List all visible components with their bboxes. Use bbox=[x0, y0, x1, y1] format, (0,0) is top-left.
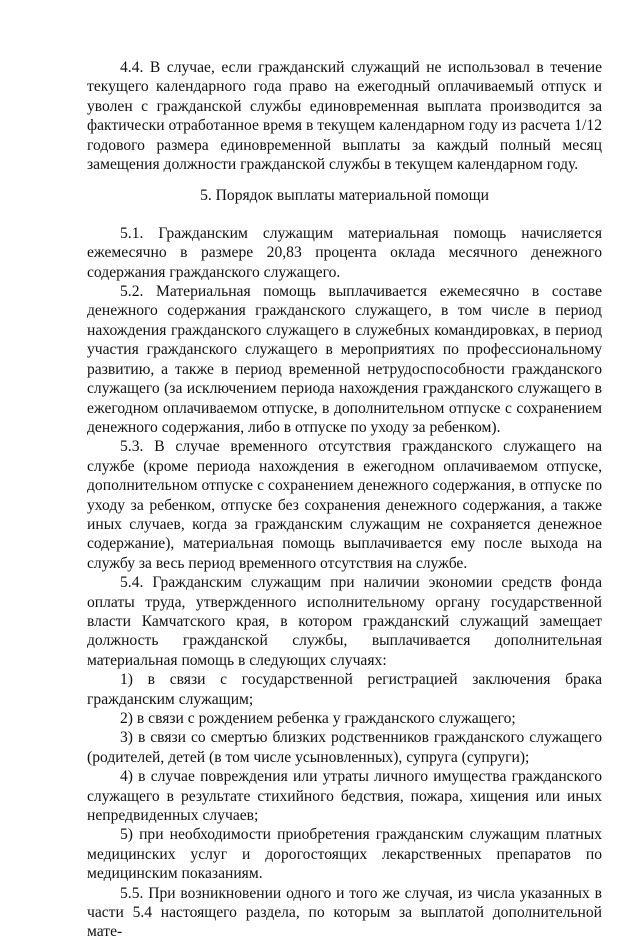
paragraph-5-5: 5.5. При возникновении одного и того же случая, из числа указанных в части 5.4 настоящего раздела, по которым за выплатой дополнительной мате- bbox=[87, 884, 602, 941]
list-item-5: 5) при необходимости приобретения гражданским служащим платных медицинских услуг и дорогостоящих лекарственных препаратов по медицинским показаниям. bbox=[87, 826, 602, 883]
section-heading: 5. Порядок выплаты материальной помощи bbox=[200, 187, 489, 205]
paragraph-5-2: 5.2. Материальная помощь выплачивается ежемесячно в составе денежного содержания гражданского служащего, в том числе в период нахождения гражданского служащего в служебных командировках, в период участия гражданского служащего в мероприятиях по профессиональному развитию, а также в период временной нетрудоспособности гражданского служащего (за исключением периода нахождения гражданского служащего в ежегодном оплачиваемом отпуске, в дополнительном отпуске с сохранением денежного содержания, либо в отпуске по уходу за ребенком). bbox=[87, 283, 602, 436]
list-item-1: 1) в связи с государственной регистрацией заключения брака гражданским служащим; bbox=[87, 671, 602, 708]
list-item-3: 3) в связи со смертью близких родственников гражданского служащего (родителей, детей (в том числе усыновленных), супруга (супруги); bbox=[87, 729, 602, 766]
list-item-2: 2) в связи с рождением ребенка у гражданского служащего; bbox=[120, 710, 516, 727]
paragraph-4-4: 4.4. В случае, если гражданский служащий не использовал в течение текущего календарного года право на ежегодный оплачиваемый отпуск и уволен с гражданской службы единовременная выплата производится за фактически отработанное время в текущем календарном году из расчета 1/12 годового размера единовременной выплаты за каждый полный месяц замещения должности гражданской службы в текущем календарном году. bbox=[87, 59, 602, 174]
paragraph-5-1: 5.1. Гражданским служащим материальная помощь начисляется ежемесячно в размере 20,83 процента оклада месячного денежного содержания гражданского служащего. bbox=[87, 224, 602, 281]
list-item-4: 4) в случае повреждения или утраты личного имущества гражданского служащего в результате стихийного бедствия, пожара, хищения или иных непредвиденных случаев; bbox=[87, 768, 602, 825]
paragraph-5-4: 5.4. Гражданским служащим при наличии экономии средств фонда оплаты труда, утвержденного исполнительному органу государственной власти Камчатского края, в котором гражданский служащий замещает должность гражданской службы, выплачивается дополнительная материальная помощь в следующих случаях: bbox=[87, 574, 602, 669]
paragraph-5-3: 5.3. В случае временного отсутствия гражданского служащего на службе (кроме периода нахождения в ежегодном оплачиваемом отпуске, дополнительном отпуске с сохранением денежного содержания, в отпуске по уходу за ребенком, отпуске без сохранения денежного содержания, а также иных случаев, когда за гражданским служащим не сохраняется денежное содержание), материальная помощь выплачивается ему после выхода на службу за весь период временного отсутствия на службе. bbox=[87, 438, 602, 572]
